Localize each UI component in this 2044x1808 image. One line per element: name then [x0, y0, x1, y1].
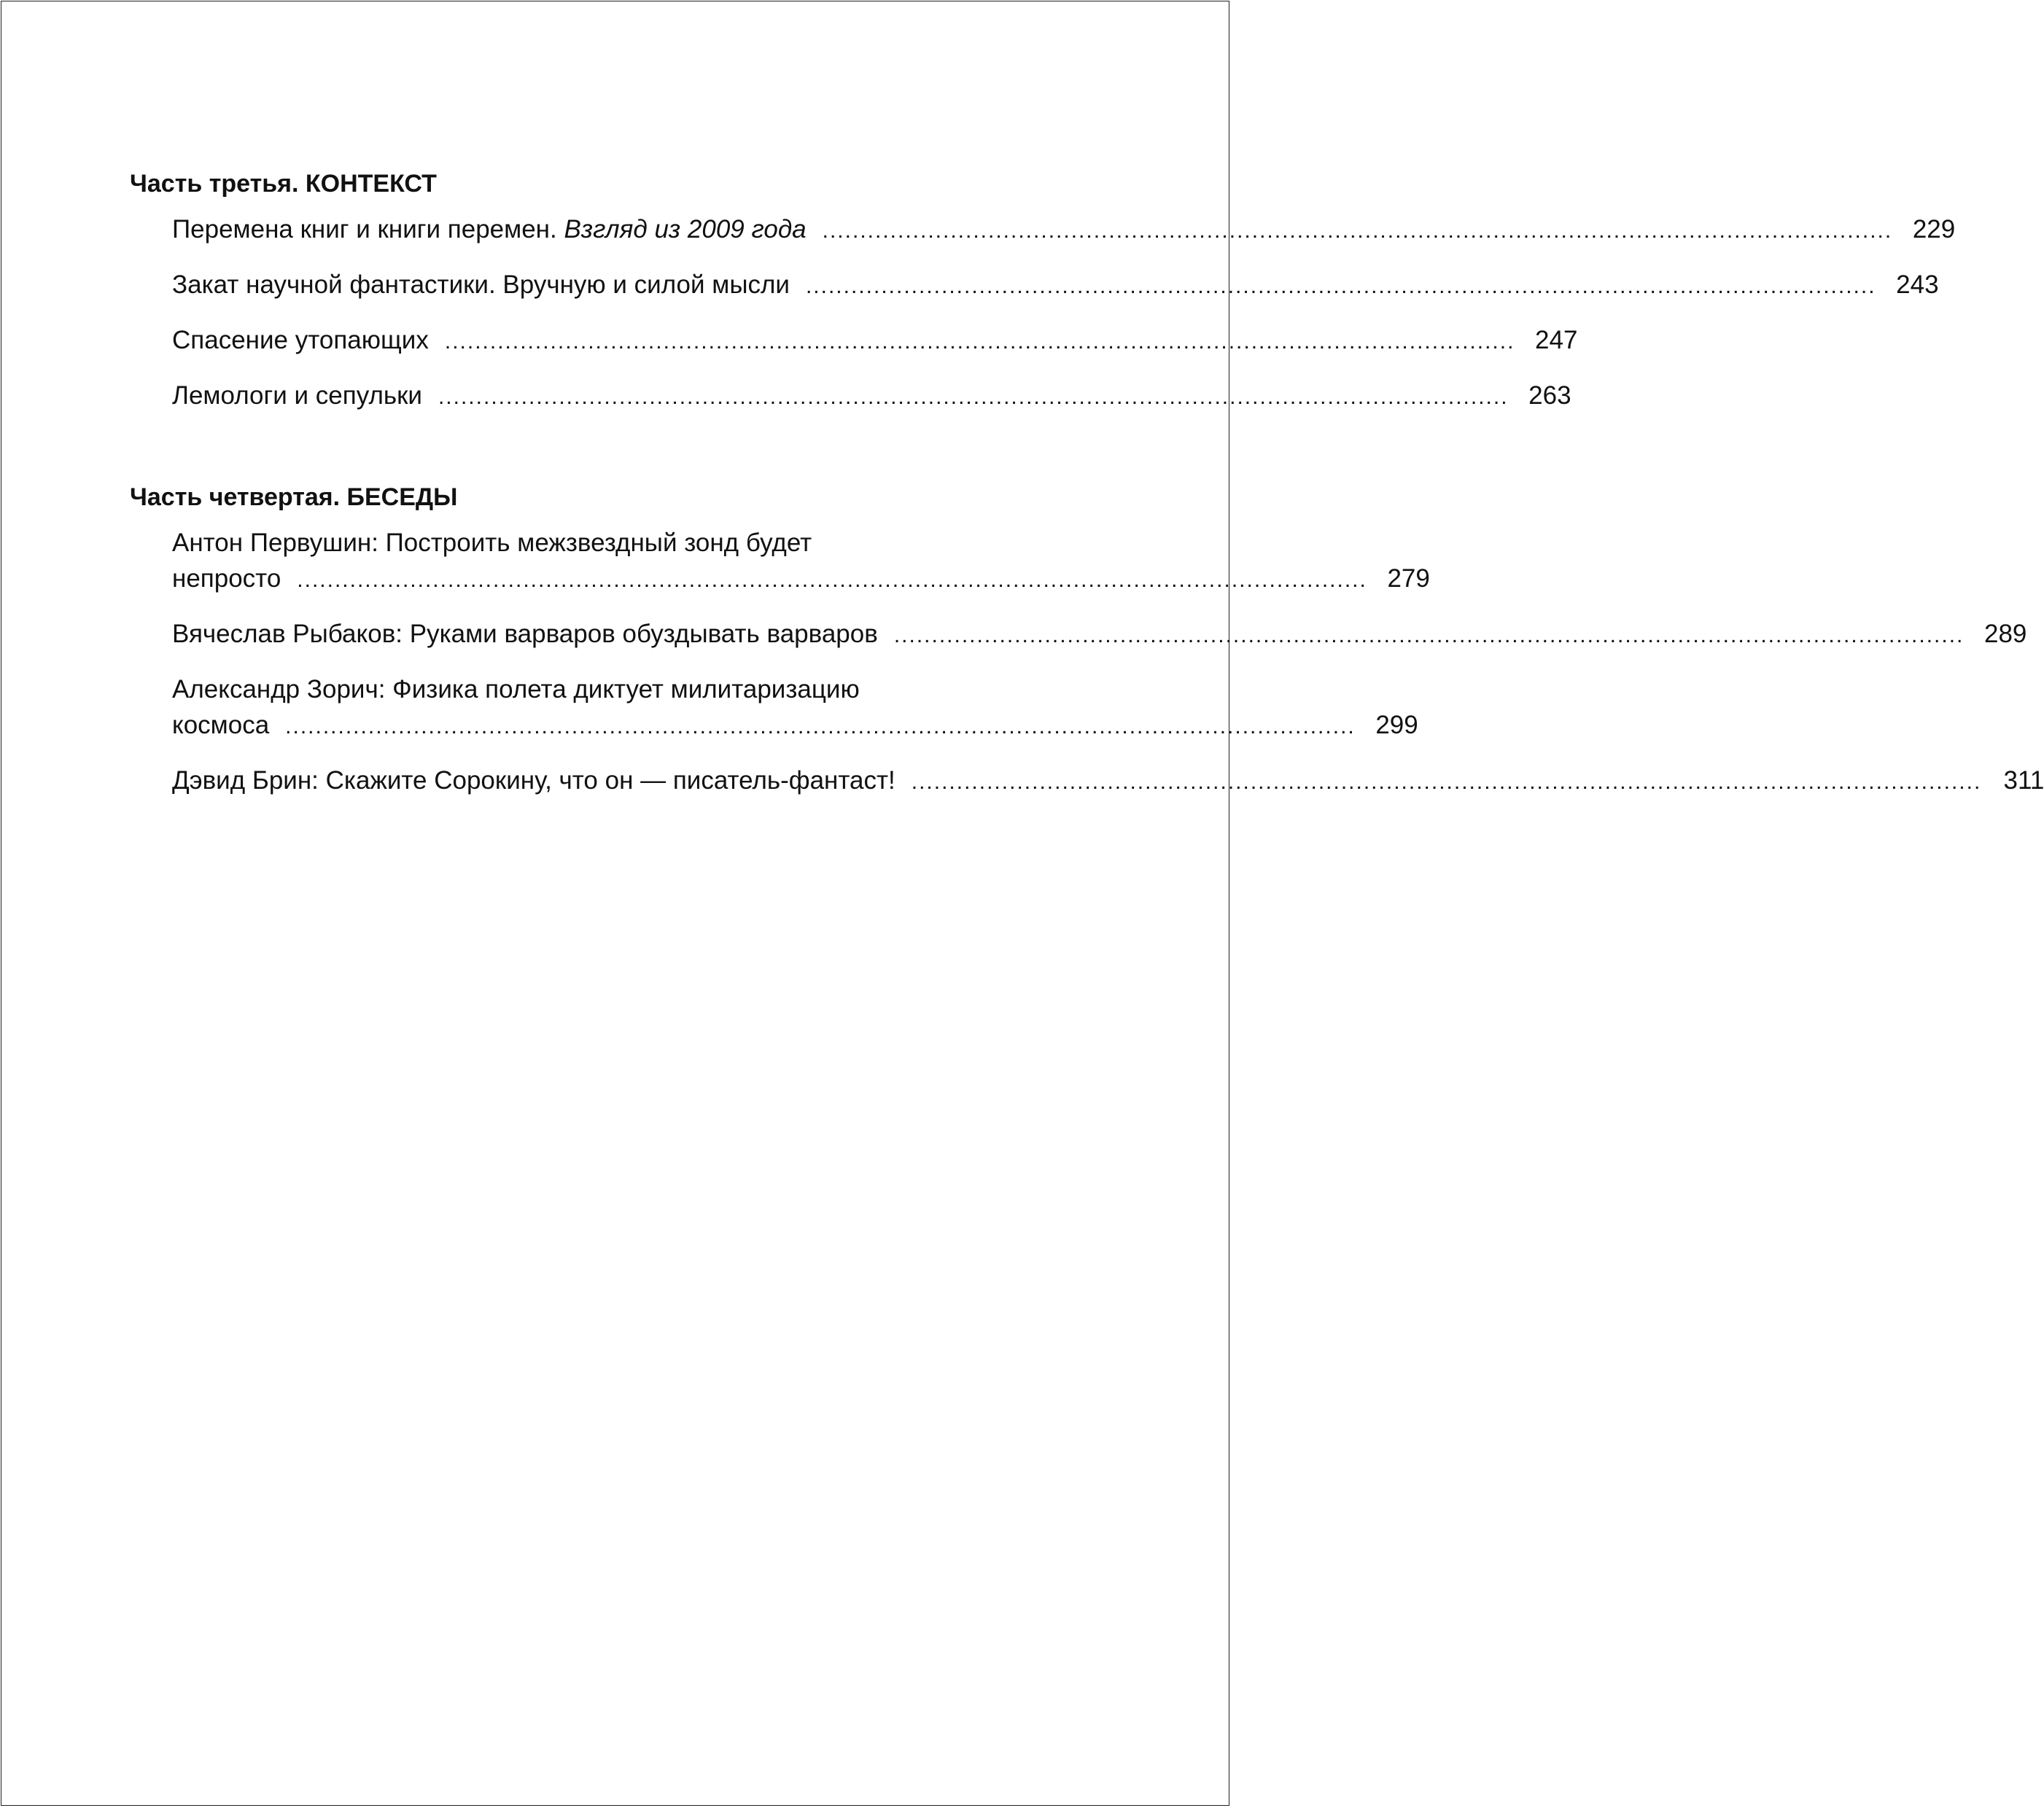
- page-number: 289: [1984, 620, 2027, 648]
- entry-title: Дэвид Брин: Скажите Сорокину, что он — писатель-фантаст!: [172, 766, 895, 795]
- toc-entry[interactable]: [172, 322, 1578, 359]
- page-number: 263: [1528, 381, 1571, 410]
- page-number: 243: [1896, 270, 1939, 299]
- entry-title: Перемена книг и книги перемен. Взгляд из 2009 года: [172, 215, 807, 243]
- toc-entry[interactable]: [172, 267, 1939, 304]
- page-number: 279: [1387, 564, 1430, 593]
- dot-leader: ..............................................................................................................................................: [444, 330, 1515, 354]
- dot-leader: ..............................................................................................................................................: [438, 385, 1509, 409]
- dot-leader: ..............................................................................................................................................: [297, 568, 1367, 592]
- part-title: Часть четвертая. БЕСЕДЫ: [130, 483, 458, 511]
- dot-leader: ..............................................................................................................................................: [822, 219, 1893, 243]
- toc-entry[interactable]: [172, 525, 1430, 598]
- part-title: Часть третья. КОНТЕКСТ: [130, 170, 437, 198]
- toc-part-three: [130, 169, 1956, 433]
- page-number: 311: [2003, 766, 2044, 795]
- toc-entry[interactable]: [172, 763, 2044, 800]
- entry-title-line1: Александр Зорич: Физика полета диктует милитаризацию: [172, 675, 860, 704]
- toc-part-four: [130, 483, 2044, 818]
- page-number: 229: [1912, 215, 1956, 243]
- entry-title-italic: Взгляд из 2009 года: [564, 215, 807, 243]
- toc-entry[interactable]: [172, 378, 1571, 415]
- entry-title: непросто: [172, 564, 281, 593]
- page-number: 247: [1535, 326, 1578, 354]
- entry-title: Лемологи и сепульки: [172, 381, 422, 410]
- entry-title: космоса: [172, 711, 270, 739]
- page-number: 299: [1375, 711, 1418, 739]
- dot-leader: ..............................................................................................................................................: [893, 623, 1965, 647]
- dot-leader: ..............................................................................................................................................: [285, 714, 1356, 739]
- entry-title: Спасение утопающих: [172, 326, 429, 354]
- toc-entry[interactable]: [172, 616, 2027, 653]
- toc-entry[interactable]: [172, 211, 1956, 249]
- toc-entry[interactable]: [172, 671, 1418, 744]
- dot-leader: ..............................................................................................................................................: [911, 770, 1982, 794]
- entry-title: Вячеслав Рыбаков: Руками варваров обуздывать варваров: [172, 620, 878, 648]
- entry-title-line1: Антон Первушин: Построить межзвездный зонд будет: [172, 529, 812, 557]
- dot-leader: ..............................................................................................................................................: [805, 274, 1876, 298]
- entry-title: Закат научной фантастики. Вручную и силой мысли: [172, 270, 790, 299]
